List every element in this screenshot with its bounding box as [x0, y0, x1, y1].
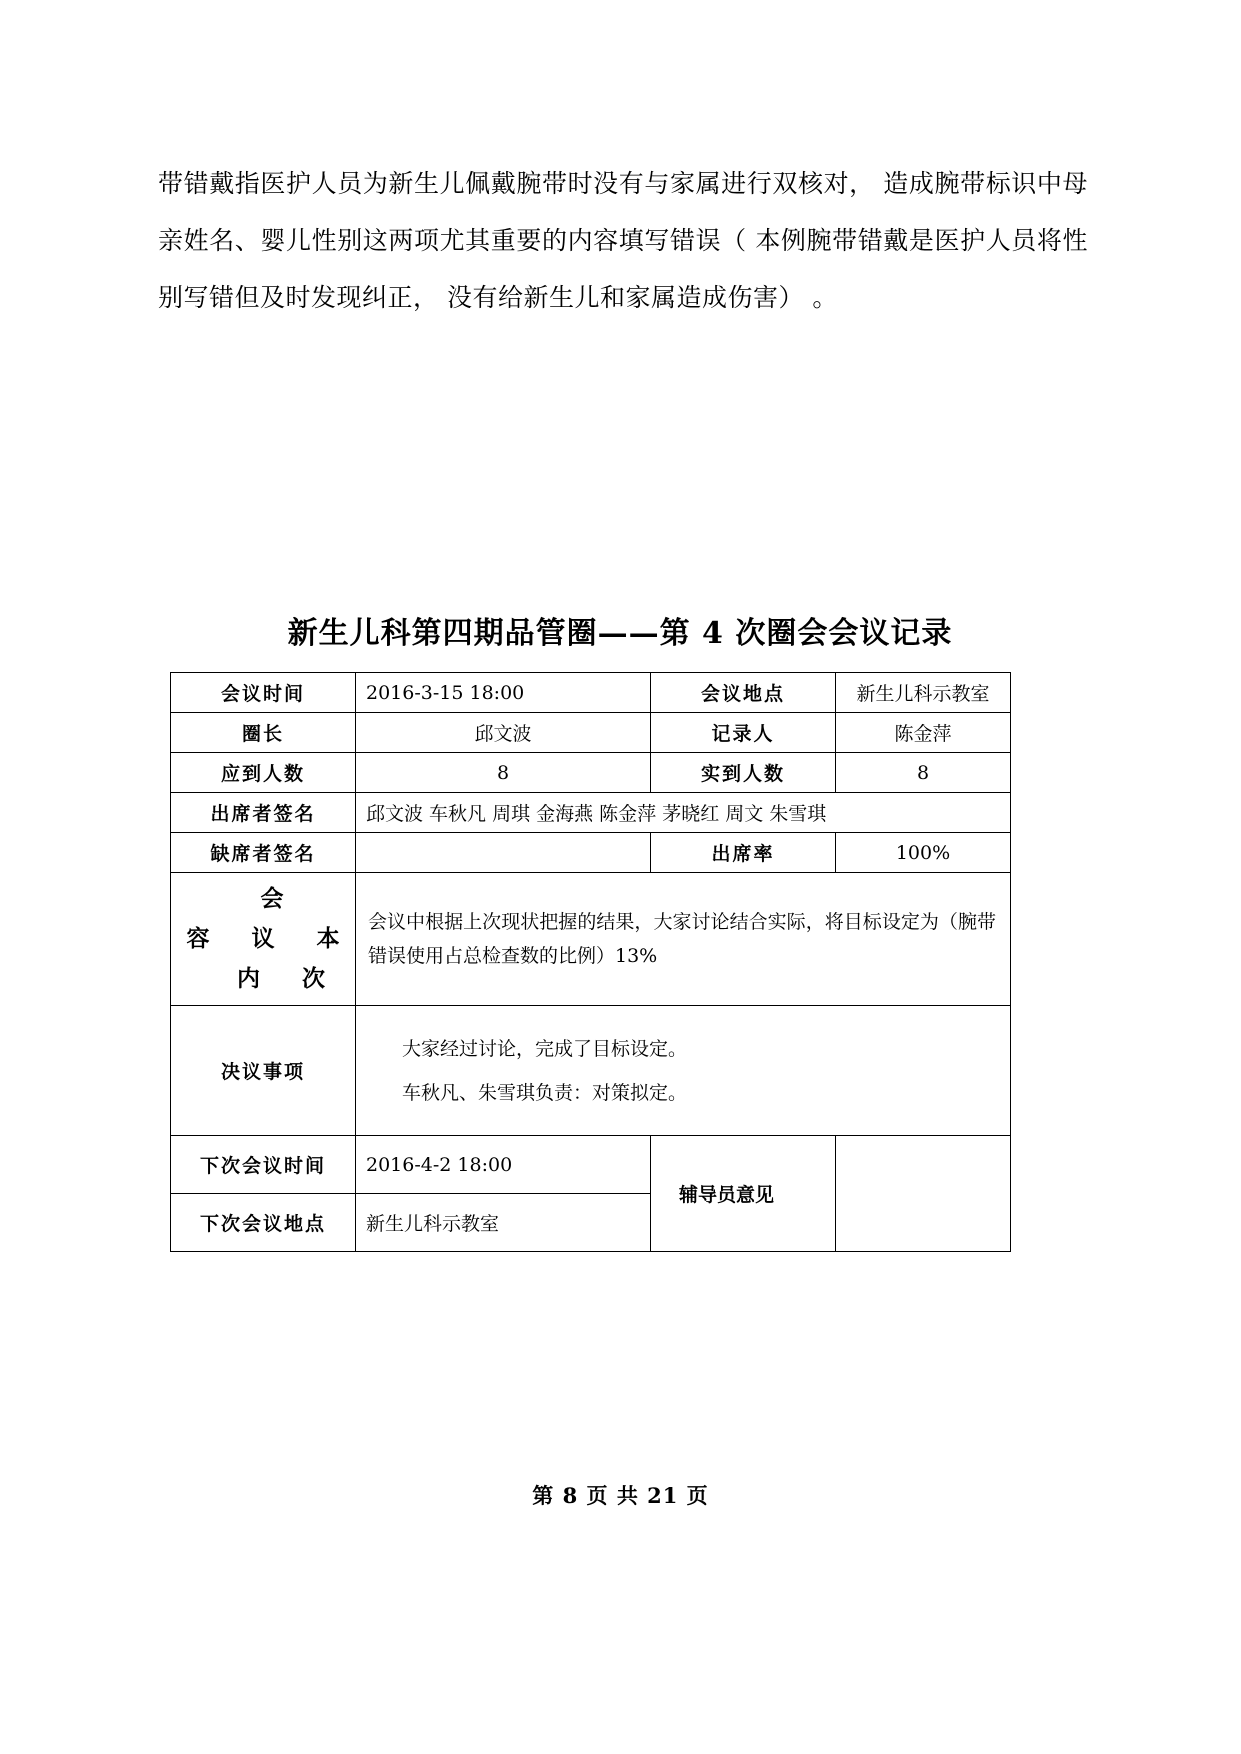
resolution-value — [356, 1006, 1011, 1136]
content-label-rong: 容 — [186, 925, 210, 952]
table-row — [171, 713, 1011, 753]
content-label-row3 — [181, 959, 345, 999]
table-row — [171, 833, 1011, 873]
resolution-line-1: 大家经过讨论，完成了目标设定。 — [402, 1037, 688, 1060]
content-value: 会议中根据上次现状把握的结果，大家讨论结合实际，将目标设定为（腕带错误使用占总检查数的比例）13% — [356, 873, 1011, 1006]
circle-leader-label: 圈长 — [171, 713, 356, 753]
meeting-place-value: 新生儿科示教室 — [836, 673, 1011, 713]
next-meeting-place-value: 新生儿科示教室 — [356, 1194, 651, 1252]
absent-sign-label: 缺席者签名 — [171, 833, 356, 873]
resolution-label: 决议事项 — [171, 1006, 356, 1136]
absent-sign-value — [356, 833, 651, 873]
content-label-hui: 会 — [260, 885, 284, 912]
advisor-opinion-label: 辅导员意见 — [651, 1136, 836, 1252]
expected-count-value: 8 — [356, 753, 651, 793]
recorder-label: 记录人 — [651, 713, 836, 753]
content-label-grid — [181, 879, 345, 999]
circle-leader-value: 邱文波 — [356, 713, 651, 753]
table-row — [171, 1136, 1011, 1194]
resolution-line-2: 车秋凡、朱雪琪负责：对策拟定。 — [402, 1081, 688, 1104]
next-meeting-place-label: 下次会议地点 — [171, 1194, 356, 1252]
meeting-record-table — [170, 672, 1011, 1252]
content-label-ci: 次 — [302, 965, 325, 992]
next-meeting-time-value: 2016-4-2 18:00 — [356, 1136, 651, 1194]
actual-count-label: 实到人数 — [651, 753, 836, 793]
meeting-place-label: 会议地点 — [651, 673, 836, 713]
page-title: 新生儿科第四期品管圈——第 4 次圈会会议记录 — [287, 616, 953, 651]
table-row — [171, 673, 1011, 713]
table-row — [171, 1006, 1011, 1136]
table-row — [171, 873, 1011, 1006]
meeting-time-label: 会议时间 — [171, 673, 356, 713]
content-label-yi: 议 — [251, 925, 275, 952]
attendee-sign-value: 邱文波 车秋凡 周琪 金海燕 陈金萍 茅晓红 周文 朱雪琪 — [356, 793, 1011, 833]
expected-count-label: 应到人数 — [171, 753, 356, 793]
content-label-cell — [171, 873, 356, 1006]
actual-count-value: 8 — [836, 753, 1011, 793]
content-label-nei: 内 — [237, 965, 260, 992]
page-footer: 第 8 页 共 21 页 — [532, 1483, 709, 1508]
attendee-sign-label: 出席者签名 — [171, 793, 356, 833]
content-label-ben: 本 — [316, 925, 340, 952]
content-label-row2 — [181, 919, 345, 959]
intro-paragraph: 带错戴指医护人员为新生儿佩戴腕带时没有与家属进行双核对， 造成腕带标识中母亲姓名、婴儿性别这两项尤其重要的内容填写错误（ 本例腕带错戴是医护人员将性别写错但及时发现纠正， 没有给新生儿和家属造成伤害） 。 — [158, 169, 1088, 312]
attendance-rate-value: 100% — [836, 833, 1011, 873]
table-row — [171, 753, 1011, 793]
recorder-value: 陈金萍 — [836, 713, 1011, 753]
meeting-record-table-wrapper — [170, 672, 1010, 1252]
attendance-rate-label: 出席率 — [651, 833, 836, 873]
meeting-time-value: 2016-3-15 18:00 — [356, 673, 651, 713]
table-row — [171, 793, 1011, 833]
next-meeting-time-label: 下次会议时间 — [171, 1136, 356, 1194]
content-label-row1 — [181, 879, 345, 919]
advisor-opinion-value — [836, 1136, 1011, 1252]
